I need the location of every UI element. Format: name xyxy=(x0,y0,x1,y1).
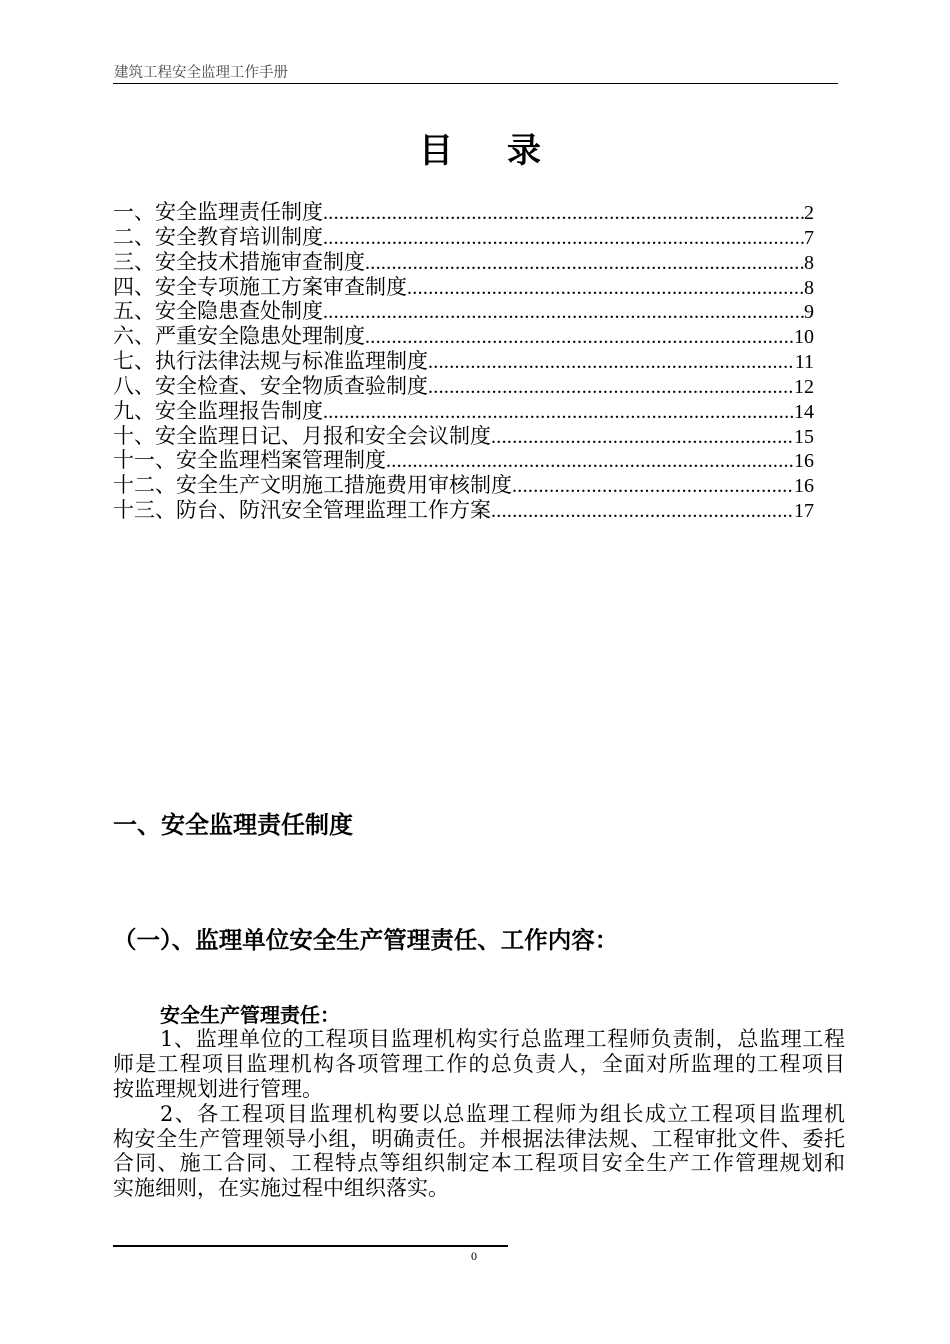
toc-entry-label: 十、安全监理日记、月报和安全会议制度 xyxy=(113,423,491,448)
toc-entry-label: 二、安全教育培训制度 xyxy=(113,224,323,249)
toc-dot-leader xyxy=(428,350,795,374)
body-text xyxy=(113,1003,845,1201)
toc-entry-page: 8 xyxy=(804,276,814,299)
toc-entry-page: 16 xyxy=(794,450,814,473)
toc-entry-label: 四、安全专项施工方案审查制度 xyxy=(113,274,407,299)
section-heading: 一、安全监理责任制度 xyxy=(113,811,353,839)
toc-entry xyxy=(113,448,814,473)
running-header: 建筑工程安全监理工作手册 xyxy=(114,65,288,81)
toc-entry-page: 15 xyxy=(794,425,814,448)
toc-entry-page: 2 xyxy=(804,202,814,224)
paragraph-line: 1、监理单位的工程项目监理机构实行总监理工程师负责制，总监理工程 xyxy=(160,1027,845,1052)
paragraph-line: 按监理规划进行管理。 xyxy=(113,1076,323,1101)
toc-dot-leader xyxy=(323,400,794,424)
toc-entry-label: 七、执行法律法规与标准监理制度 xyxy=(113,349,428,374)
toc-entry xyxy=(113,424,814,449)
toc-entry-page: 12 xyxy=(794,375,814,398)
toc-dot-leader xyxy=(323,201,804,225)
toc-entry-page: 7 xyxy=(804,226,814,249)
toc-entry xyxy=(113,324,814,349)
toc-dot-leader xyxy=(407,276,804,300)
page-number: 0 xyxy=(471,1249,477,1263)
toc-entry-page: 11 xyxy=(794,351,814,374)
toc-dot-leader xyxy=(491,425,794,449)
toc-entry xyxy=(113,498,814,523)
toc-entry xyxy=(113,299,814,324)
paragraph-line: 实施细则，在实施过程中组织落实。 xyxy=(113,1176,449,1201)
toc-entry-page: 17 xyxy=(794,500,814,523)
paragraph xyxy=(113,1102,845,1201)
paragraph-line: 合同、施工合同、工程特点等组织制定本工程项目安全生产工作管理规划和 xyxy=(113,1151,845,1176)
toc-dot-leader xyxy=(428,375,794,399)
paragraph-line: 2、各工程项目监理机构要以总监理工程师为组长成立工程项目监理机 xyxy=(160,1101,845,1126)
header-rule xyxy=(113,83,838,84)
toc-dot-leader xyxy=(365,325,794,349)
toc-dot-leader xyxy=(323,300,804,324)
toc-entry xyxy=(113,473,814,498)
toc-entry-page: 10 xyxy=(794,326,814,349)
toc-entry-page: 8 xyxy=(804,251,814,274)
table-of-contents xyxy=(113,200,814,523)
toc-dot-leader xyxy=(323,226,804,250)
toc-dot-leader xyxy=(365,251,804,275)
footer-rule xyxy=(113,1245,508,1247)
toc-entry-label: 十一、安全监理档案管理制度 xyxy=(113,448,386,473)
toc-entry-label: 八、安全检查、安全物质查验制度 xyxy=(113,373,428,398)
toc-entry xyxy=(113,399,814,424)
toc-entry-label: 十三、防台、防汛安全管理监理工作方案 xyxy=(113,498,491,523)
toc-entry-page: 14 xyxy=(794,400,814,423)
toc-dot-leader xyxy=(512,474,794,498)
toc-entry-label: 九、安全监理报告制度 xyxy=(113,398,323,423)
toc-entry xyxy=(113,275,814,300)
toc-entry xyxy=(113,225,814,250)
responsibility-label: 安全生产管理责任： xyxy=(160,1002,340,1027)
toc-entry-page: 16 xyxy=(794,475,814,498)
toc-entry xyxy=(113,250,814,275)
toc-entry xyxy=(113,374,814,399)
toc-entry-label: 五、安全隐患查处制度 xyxy=(113,299,323,324)
paragraph xyxy=(113,1027,845,1101)
section-subheading: （一）、监理单位安全生产管理责任、工作内容： xyxy=(113,926,619,954)
paragraph-line: 构安全生产管理领导小组，明确责任。并根据法律法规、工程审批文件、委托 xyxy=(113,1126,845,1151)
toc-entry-label: 十二、安全生产文明施工措施费用审核制度 xyxy=(113,473,512,498)
toc-entry-page: 9 xyxy=(804,301,814,324)
toc-dot-leader xyxy=(386,449,794,473)
toc-dot-leader xyxy=(491,499,794,523)
toc-title: 目 录 xyxy=(419,131,551,171)
toc-entry-label: 六、严重安全隐患处理制度 xyxy=(113,324,365,349)
paragraph-line: 师是工程项目监理机构各项管理工作的总负责人，全面对所监理的工程项目 xyxy=(113,1052,845,1077)
toc-entry xyxy=(113,200,814,225)
toc-entry xyxy=(113,349,814,374)
toc-entry-label: 一、安全监理责任制度 xyxy=(113,200,323,224)
toc-entry-label: 三、安全技术措施审查制度 xyxy=(113,249,365,274)
